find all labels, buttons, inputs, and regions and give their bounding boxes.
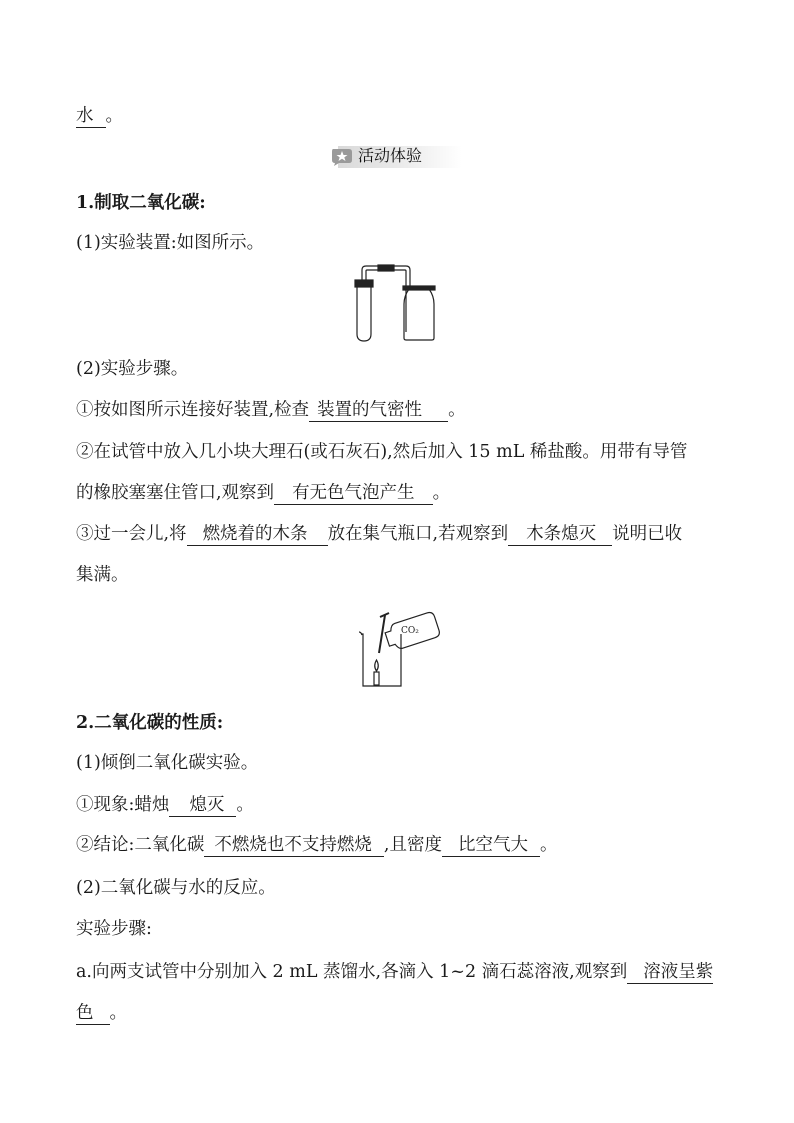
answer-blank: 比空气大 [442,834,540,857]
answer-blank: 不燃烧也不支持燃烧 [204,834,384,857]
step-a: a.向两支试管中分别加入 2 mL 蒸馏水,各滴入 1~2 滴石蕊溶液,观察到 溶液呈紫 [76,962,714,982]
star-bubble-icon [330,147,354,167]
answer-blank: 熄灭 [169,794,236,817]
co2-pouring-figure [355,606,445,690]
conclusion-line: ②结论:二氧化碳 不燃烧也不支持燃烧 ,且密度 比空气大 。 [76,835,558,855]
answer-blank: 溶液呈紫 [627,961,713,984]
section-heading-1: 1.制取二氧化碳: [76,193,206,213]
step-3: ③过一会儿,将 燃烧着的木条 放在集气瓶口,若观察到 木条熄灭 说明已收 [76,524,683,544]
banner-label: 活动体验 [358,146,423,165]
step-1: ①按如图所示连接好装置,检查 装置的气密性 。 [76,400,466,420]
paragraph: (1)实验装置:如图所示。 [76,233,265,253]
answer-blank: 色 [76,1002,110,1025]
answer-blank: 水 [76,105,106,128]
section-heading-2: 2.二氧化碳的性质: [76,713,224,733]
gas-generation-apparatus-figure [348,262,438,342]
paragraph: (2)二氧化碳与水的反应。 [76,878,276,898]
step-2: ②在试管中放入几小块大理石(或石灰石),然后加入 15 mL 稀盐酸。用带有导管 [76,442,688,462]
observation-line: ①现象:蜡烛 熄灭 。 [76,795,254,815]
step-2-continued: 的橡胶塞塞住管口,观察到 有无色气泡产生 。 [76,483,451,503]
answer-blank: 有无色气泡产生 [274,482,433,505]
paragraph: (1)倾倒二氧化碳实验。 [76,753,259,773]
answer-blank: 装置的气密性 [309,399,448,422]
step-a-continued: 色 。 [76,1003,127,1023]
paragraph: (2)实验步骤。 [76,359,189,379]
activity-banner [330,146,462,168]
bottle-label: CO₂ [401,626,419,636]
steps-label: 实验步骤: [76,919,152,939]
continued-answer-line: 水 。 [76,106,123,126]
answer-blank: 木条熄灭 [508,523,612,546]
step-3-continued: 集满。 [76,565,129,585]
answer-blank: 燃烧着的木条 [187,523,328,546]
